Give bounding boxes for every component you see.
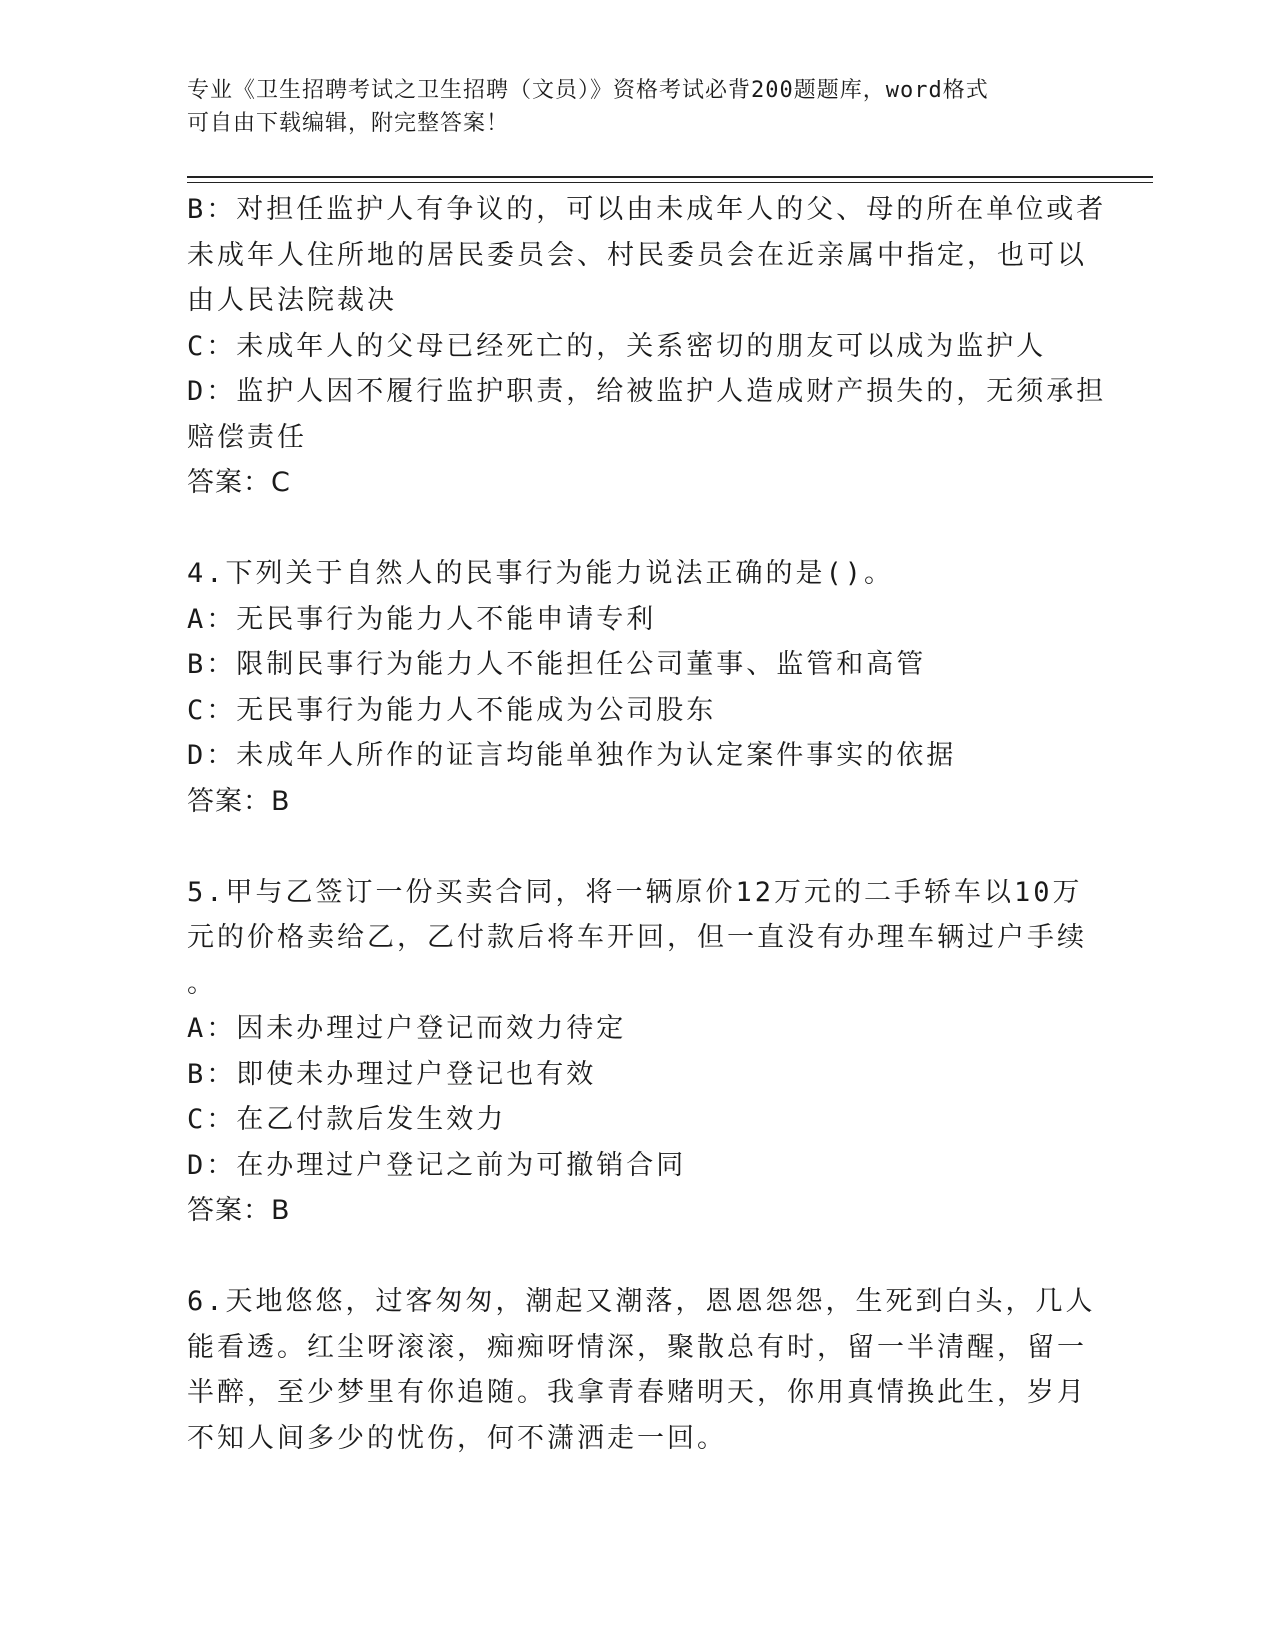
- q4-option-a: A：无民事行为能力人不能申请专利: [187, 603, 657, 635]
- q5-option-a: A：因未办理过户登记而效力待定: [187, 1013, 627, 1044]
- q3-option-b-line-3: 由人民法院裁决: [187, 285, 397, 316]
- spacer: [187, 506, 1087, 552]
- header-divider-thick: [187, 176, 1153, 178]
- q4-option-c: C：无民事行为能力人不能成为公司股东: [187, 694, 717, 726]
- q3-option-b-line-2: 未成年人住所地的居民委员会、村民委员会在近亲属中指定，也可以: [187, 239, 1087, 271]
- question-3-block: [187, 187, 1107, 506]
- q6-text-line-2: 能看透。红尘呀滚滚，痴痴呀情深，聚散总有时，留一半清醒，留一: [187, 1331, 1087, 1363]
- q6-text-line-4: 不知人间多少的忧伤，何不潇洒走一回。: [187, 1422, 727, 1454]
- document-header: [187, 74, 1087, 140]
- q5-option-c: C：在乙付款后发生效力: [187, 1104, 507, 1135]
- q5-answer: 答案：B: [187, 1195, 291, 1226]
- q5-option-d: D：在办理过户登记之前为可撤销合同: [187, 1149, 687, 1181]
- document-body: [187, 187, 1107, 1461]
- q6-text-line-3: 半醉，至少梦里有你追随。我拿青春赌明天，你用真情换此生，岁月: [187, 1377, 1087, 1408]
- q3-answer: 答案：C: [187, 467, 291, 498]
- q6-text-line-1: 6.天地悠悠，过客匆匆，潮起又潮落，恩恩怨怨，生死到白头，几人: [187, 1286, 1096, 1317]
- header-divider-thin: [187, 182, 1153, 183]
- q5-question-line-2: 元的价格卖给乙，乙付款后将车开回，但一直没有办理车辆过户手续: [187, 922, 1087, 953]
- q3-option-d-line-1: D：监护人因不履行监护职责，给被监护人造成财产损失的，无须承担: [187, 376, 1107, 407]
- question-5-block: [187, 870, 1087, 1234]
- q4-option-b: B：限制民事行为能力人不能担任公司董事、监管和高管: [187, 649, 927, 680]
- q3-option-c: C：未成年人的父母已经死亡的，关系密切的朋友可以成为监护人: [187, 330, 1047, 362]
- spacer: [187, 824, 1087, 870]
- q5-question-line-1: 5.甲与乙签订一份买卖合同，将一辆原价12万元的二手轿车以10万: [187, 876, 1083, 908]
- q5-option-b: B：即使未办理过户登记也有效: [187, 1058, 597, 1090]
- q5-question-line-3: 。: [187, 967, 217, 999]
- question-4-block: [187, 551, 1087, 824]
- spacer: [187, 1234, 1087, 1280]
- header-line-2: 可自由下载编辑，附完整答案！: [187, 111, 510, 136]
- q3-option-b-line-1: B：对担任监护人有争议的，可以由未成年人的父、母的所在单位或者: [187, 194, 1107, 225]
- q4-option-d: D：未成年人所作的证言均能单独作为认定案件事实的依据: [187, 740, 957, 771]
- q4-answer: 答案：B: [187, 785, 291, 817]
- question-6-block: [187, 1279, 1096, 1461]
- header-line-1: 专业《卫生招聘考试之卫生招聘（文员）》资格考试必背200题题库，word格式: [187, 78, 989, 103]
- q3-option-d-line-2: 赔偿责任: [187, 421, 307, 453]
- q4-question: 4.下列关于自然人的民事行为能力说法正确的是()。: [187, 558, 895, 589]
